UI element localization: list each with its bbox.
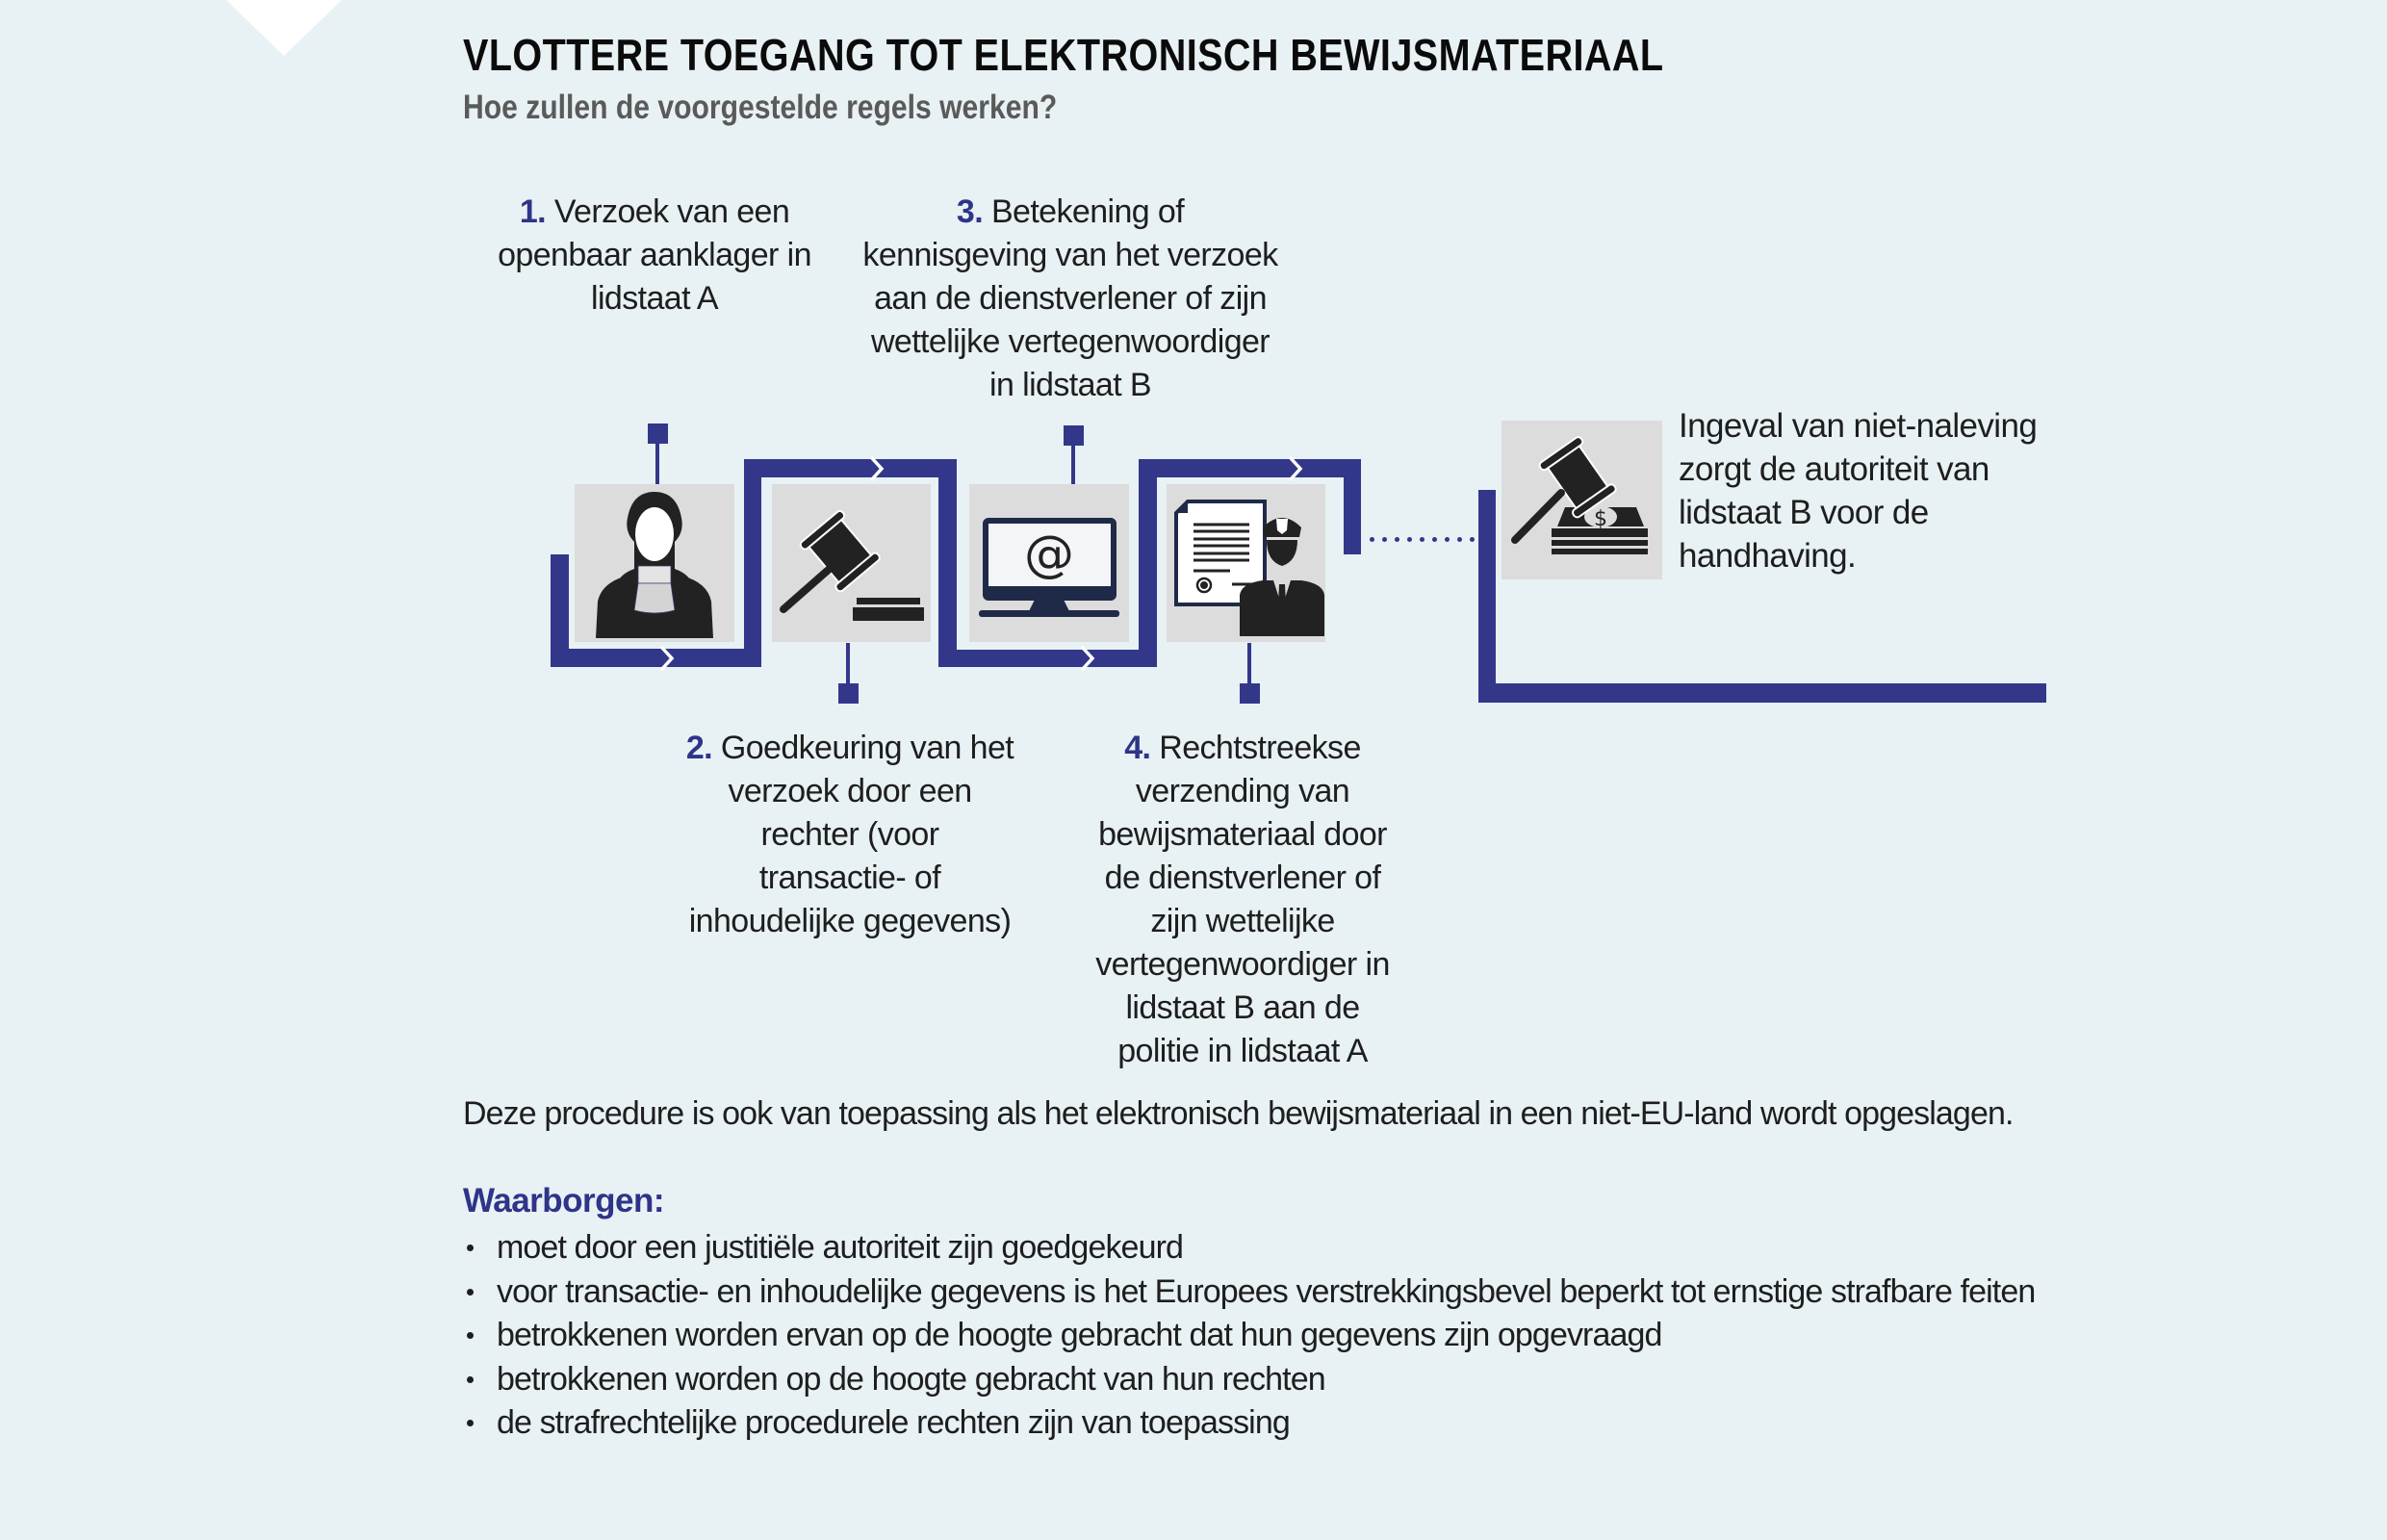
step-number: 4. xyxy=(1124,730,1151,766)
police-document-icon xyxy=(1167,484,1325,642)
step-line: wettelijke vertegenwoordiger xyxy=(870,323,1270,360)
enforcement-path-segment xyxy=(1478,490,1496,703)
enforcement-line: lidstaat B voor de xyxy=(1679,494,1929,531)
step-line: rechter (voor xyxy=(760,816,939,853)
at-symbol: @ xyxy=(1024,526,1074,583)
gavel-money-icon xyxy=(1502,421,1662,579)
step-line: in lidstaat B xyxy=(989,367,1151,403)
page-subtitle: Hoe zullen de voorgestelde regels werken? xyxy=(463,89,1058,126)
top-notch-decoration xyxy=(226,0,342,56)
step-2-box xyxy=(772,484,931,642)
safeguard-text: de strafrechtelijke procedurele rechten zijn van toepassing xyxy=(497,1404,1290,1441)
enforcement-description xyxy=(1679,404,2083,578)
connector-marker xyxy=(1240,683,1260,704)
step-line: verzending van xyxy=(1135,773,1350,809)
safeguard-item xyxy=(463,1358,2035,1402)
chevron-right-icon xyxy=(1286,454,1305,483)
safeguard-text: betrokkenen worden ervan op de hoogte gebracht dat hun gegevens zijn opgevraagd xyxy=(497,1317,1662,1353)
step-line: verzoek door een xyxy=(728,773,972,809)
safeguards-list xyxy=(463,1226,2035,1446)
step-1-label xyxy=(462,191,847,321)
path-segment xyxy=(1139,460,1157,667)
page-title: VLOTTERE TOEGANG TOT ELEKTRONISCH BEWIJSMATERIAAL xyxy=(463,30,1664,80)
gavel-icon xyxy=(772,484,931,642)
judge-icon xyxy=(575,484,734,642)
enforcement-box xyxy=(1502,421,1662,579)
safeguard-text: moet door een justitiële autoriteit zijn goedgekeurd xyxy=(497,1229,1184,1266)
step-line: vertegenwoordiger in xyxy=(1095,946,1390,983)
step-line: Goedkeuring van het xyxy=(720,730,1014,766)
path-segment xyxy=(744,459,957,477)
path-segment xyxy=(551,649,761,667)
connector-marker xyxy=(838,683,859,704)
safeguard-item xyxy=(463,1270,2035,1315)
step-3-label xyxy=(839,191,1301,407)
step-number: 2. xyxy=(685,730,713,766)
connector-line xyxy=(655,441,659,485)
step-1-box xyxy=(575,484,734,642)
path-segment xyxy=(1344,459,1361,554)
step-4-box xyxy=(1167,484,1325,642)
step-3-box xyxy=(969,484,1129,642)
step-line: politie in lidstaat A xyxy=(1117,1033,1368,1069)
computer-email-icon xyxy=(969,484,1129,642)
step-line: zijn wettelijke xyxy=(1150,903,1335,939)
step-4-label xyxy=(1050,727,1435,1073)
enforcement-line: handhaving. xyxy=(1679,537,1857,575)
safeguard-item xyxy=(463,1401,2035,1446)
bullet-icon xyxy=(467,1289,474,1296)
safeguard-item xyxy=(463,1314,2035,1358)
step-line: aan de dienstverlener of zijn xyxy=(874,280,1267,317)
enforcement-path-segment xyxy=(1478,683,2046,703)
connector-line xyxy=(846,643,850,685)
connector-line xyxy=(1071,443,1075,484)
step-2-label xyxy=(657,727,1042,943)
path-segment xyxy=(744,459,761,667)
step-number: 1. xyxy=(519,193,546,230)
enforcement-line: Ingeval van niet-naleving xyxy=(1679,407,2038,445)
step-line: Rechtstreekse xyxy=(1159,730,1361,766)
bullet-icon xyxy=(467,1420,474,1426)
safeguard-text: voor transactie- en inhoudelijke gegevens is het Europees verstrekkingsbevel beperkt tot ernstige strafbare feiten xyxy=(497,1272,2036,1310)
path-segment xyxy=(1139,459,1361,477)
procedure-note: Deze procedure is ook van toepassing als het elektronisch bewijsmateriaal in een niet-EU-land wordt opgeslagen. xyxy=(463,1095,2014,1132)
chevron-right-icon xyxy=(867,454,886,483)
step-line: kennisgeving van het verzoek xyxy=(862,237,1278,273)
enforcement-line: zorgt de autoriteit van xyxy=(1679,450,1989,488)
step-number: 3. xyxy=(956,193,984,230)
step-line: Verzoek van een xyxy=(553,193,790,230)
chevron-right-icon xyxy=(1078,644,1097,673)
step-line: inhoudelijke gegevens) xyxy=(688,903,1012,939)
bullet-icon xyxy=(467,1376,474,1383)
step-line: lidstaat A xyxy=(591,280,718,317)
step-line: transactie- of xyxy=(758,860,941,896)
bullet-icon xyxy=(467,1245,474,1251)
safeguard-item xyxy=(463,1226,2035,1270)
step-line: Betekening of xyxy=(990,193,1185,230)
bullet-icon xyxy=(467,1332,474,1339)
step-line: de dienstverlener of xyxy=(1104,860,1381,896)
dollar-sign: $ xyxy=(1594,507,1607,531)
path-segment xyxy=(938,650,1157,667)
step-line: lidstaat B aan de xyxy=(1125,989,1360,1026)
connector-line xyxy=(1247,643,1251,685)
chevron-right-icon xyxy=(657,644,677,673)
safeguard-text: betrokkenen worden op de hoogte gebracht van hun rechten xyxy=(497,1360,1325,1398)
path-segment xyxy=(938,459,957,667)
safeguards-heading: Waarborgen: xyxy=(463,1182,665,1219)
step-line: openbaar aanklager in xyxy=(498,237,811,273)
step-line: bewijsmateriaal door xyxy=(1098,816,1387,853)
